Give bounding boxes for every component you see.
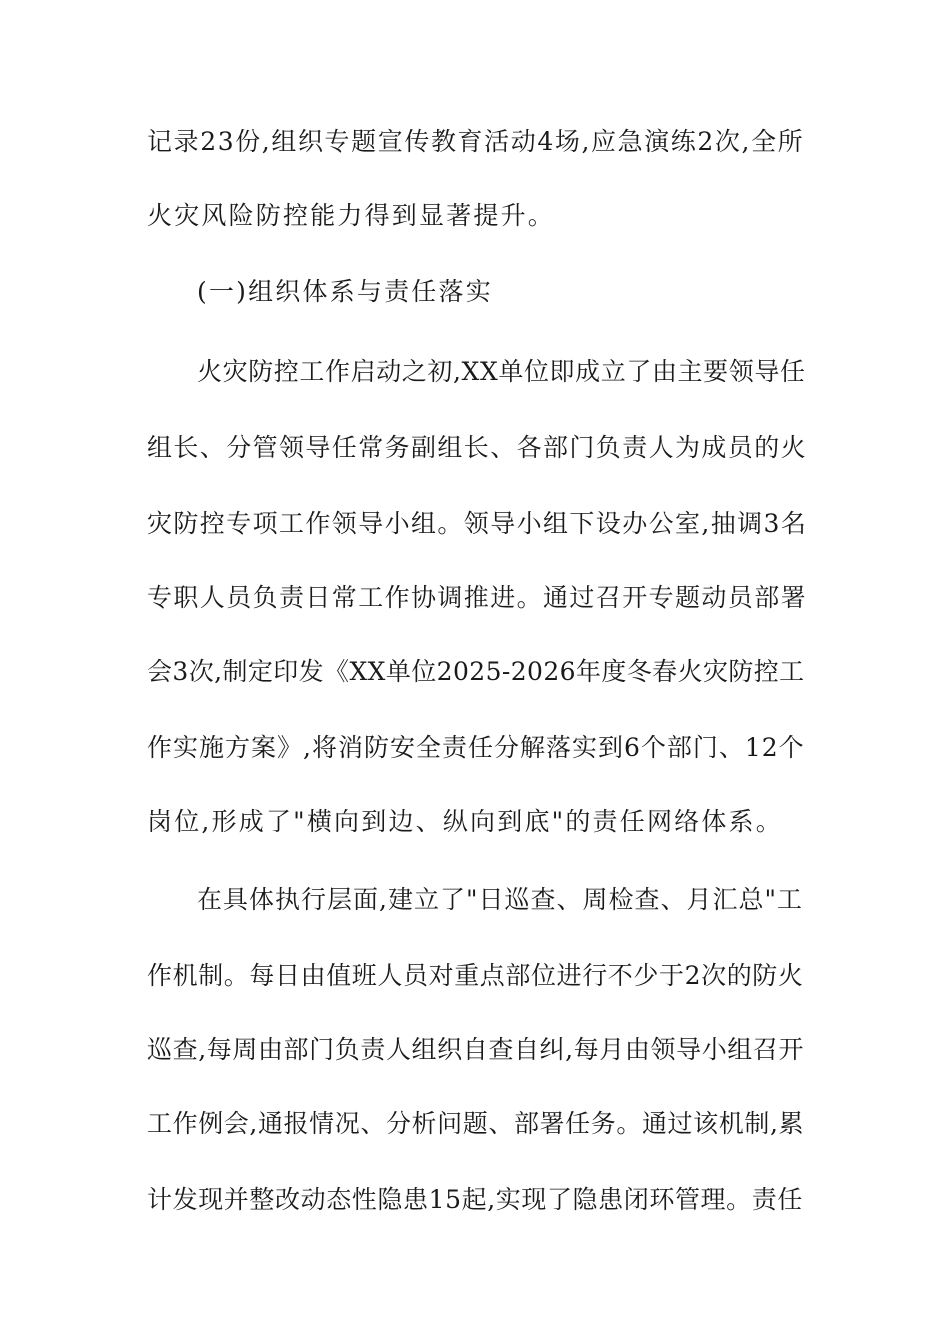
text-line-8: 会3次,制定印发《XX单位2025-2026年度冬春火灾防控工 [147,657,805,686]
text-line-5: 组长、分管领导任常务副组长、各部门负责人为成员的火 [147,433,808,462]
section-heading: (一)组织体系与责任落实 [197,277,493,306]
text-line-14: 工作例会,通报情况、分析问题、部署任务。通过该机制,累 [147,1109,805,1138]
text-line-6: 灾防控专项工作领导小组。领导小组下设办公室,抽调3名 [147,509,808,538]
text-line-2: 火灾风险防控能力得到显著提升。 [147,201,556,230]
text-line-9: 作实施方案》,将消防安全责任分解落实到6个部门、12个 [147,733,805,762]
text-line-11: 在具体执行层面,建立了"日巡查、周检查、月汇总"工 [197,885,803,914]
text-line-15: 计发现并整改动态性隐患15起,实现了隐患闭环管理。责任 [147,1185,803,1214]
text-line-7: 专职人员负责日常工作协调推进。通过召开专题动员部署 [147,583,808,612]
text-line-1: 记录23份,组织专题宣传教育活动4场,应急演练2次,全所 [147,127,805,156]
text-line-13: 巡查,每周由部门负责人组织自查自纠,每月由领导小组召开 [147,1035,805,1064]
text-line-12: 作机制。每日由值班人员对重点部位进行不少于2次的防火 [147,961,804,990]
text-line-4: 火灾防控工作启动之初,XX单位即成立了由主要领导任 [197,357,806,386]
text-line-10: 岗位,形成了"横向到边、纵向到底"的责任网络体系。 [147,807,783,836]
